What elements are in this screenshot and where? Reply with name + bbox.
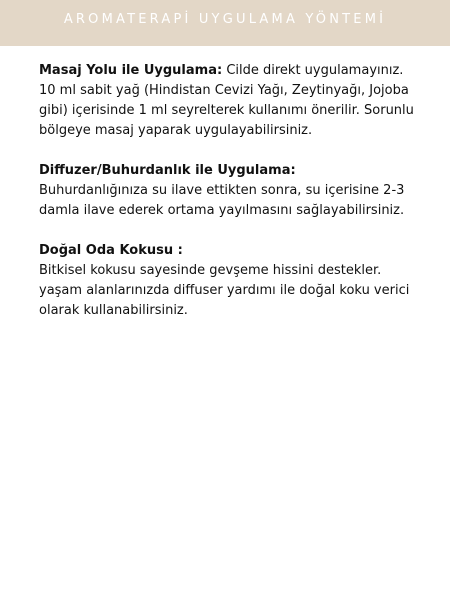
section-room-scent-line-2: yaşam alanlarınızda diffuser yardımı ile doğal koku verici olarak kullanabilirsiniz. (39, 283, 410, 318)
header-band (0, 0, 450, 46)
section-room-scent-title: Doğal Oda Kokusu : (39, 243, 183, 258)
section-room-scent (39, 241, 419, 321)
section-massage-paragraph (39, 61, 419, 141)
section-massage (39, 61, 419, 141)
section-room-scent-line-1: Bitkisel kokusu sayesinde gevşeme hissini destekler. (39, 263, 382, 278)
section-diffuser-text: Buhurdanlığınıza su ilave ettikten sonra, su içerisine 2-3 damla ilave ederek ortama yayılmasını sağlayabilirsiniz. (39, 183, 405, 218)
content-body (39, 61, 419, 341)
page-title: AROMATERAPİ UYGULAMA YÖNTEMİ (63, 12, 387, 27)
section-diffuser (39, 161, 419, 221)
section-massage-text: Cilde direkt uygulamayınız. 10 ml sabit yağ (Hindistan Cevizi Yağı, Zeytinyağı, Jojoba gibi) içerisinde 1 ml seyrelterek kullanımı önerilir. Sorunlu bölgeye masaj yaparak uygulayabilirsiniz. (39, 63, 414, 138)
section-massage-title: Masaj Yolu ile Uygulama: (39, 63, 223, 78)
section-diffuser-title: Diffuzer/Buhurdanlık ile Uygulama: (39, 163, 296, 178)
